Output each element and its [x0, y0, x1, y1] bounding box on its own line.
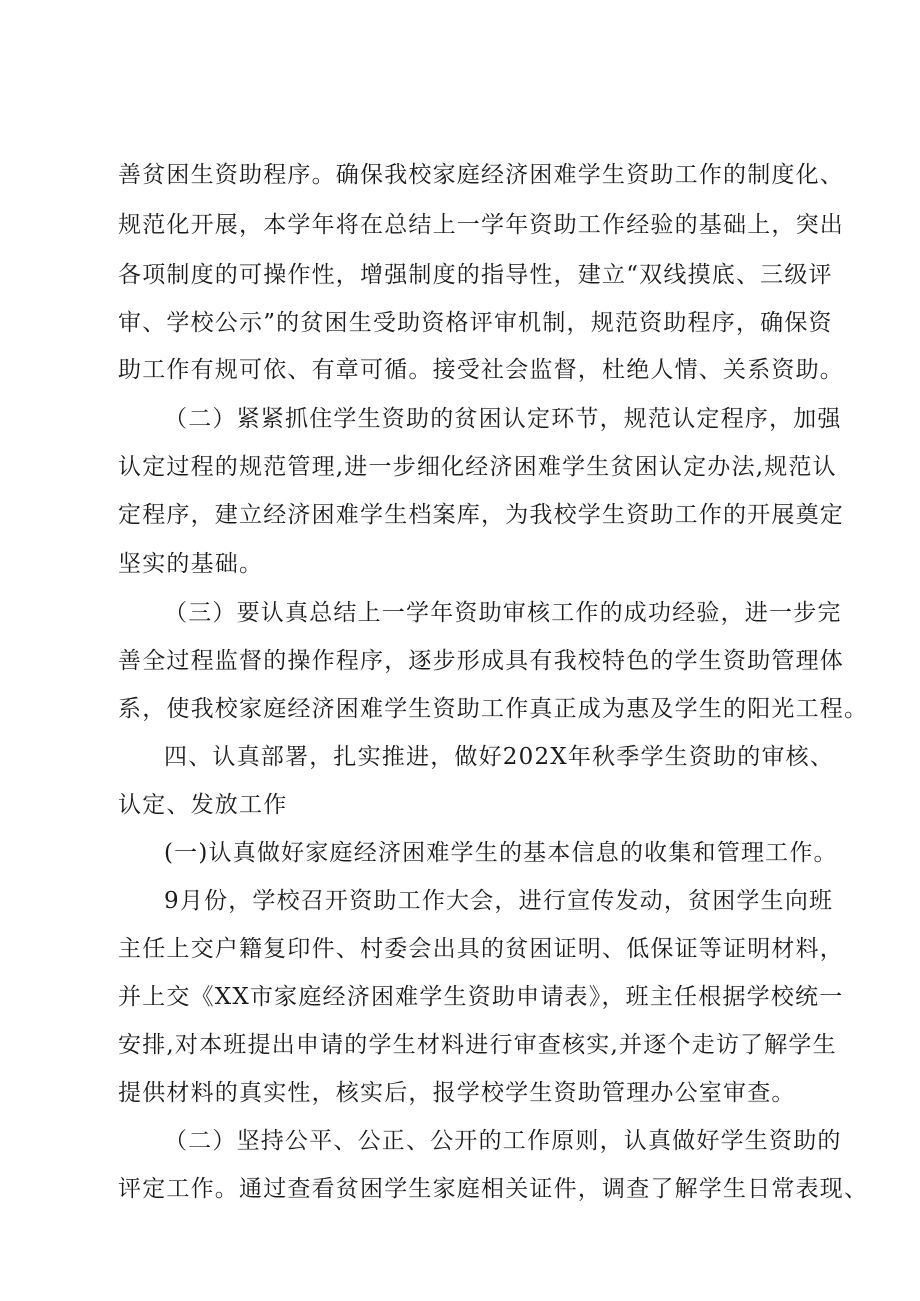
section-heading-line: 四、认真部署，扎实推进，做好202X年秋季学生资助的审核、	[164, 744, 835, 770]
text-line: 善全过程监督的操作程序，逐步形成具有我校特色的学生资助管理体	[118, 648, 844, 674]
text-line: 并上交《XX市家庭经济困难学生资助申请表》，班主任根据学校统一	[118, 984, 844, 1010]
text-line: 善贫困生资助程序。确保我校家庭经济困难学生资助工作的制度化、	[118, 162, 844, 188]
text-line: 主任上交户籍复印件、村委会出具的贫困证明、低保证等证明材料，	[118, 936, 844, 962]
text-line: 提供材料的真实性，核实后，报学校学生资助管理办公室审查。	[118, 1080, 796, 1106]
paragraph-start-line: 9月份，学校召开资助工作大会，进行宣传发动，贫困学生向班	[164, 888, 834, 914]
text-line: 助工作有规可依、有章可循。接受社会监督，杜绝人情、关系资助。	[118, 357, 844, 383]
section-heading-line: 认定、发放工作	[118, 792, 288, 818]
paragraph-start-line: （二）紧紧抓住学生资助的贫困认定环节，规范认定程序，加强	[164, 406, 842, 432]
text-line: 系，使我校家庭经济困难学生资助工作真正成为惠及学生的阳光工程。	[118, 696, 869, 722]
text-line: 坚实的基础。	[118, 551, 264, 577]
text-line: 规范化开展，本学年将在总结上一学年资助工作经验的基础上，突出	[118, 212, 844, 238]
paragraph-start-line: （二）坚持公平、公正、公开的工作原则，认真做好学生资助的	[164, 1128, 842, 1154]
text-line: 认定过程的规范管理,进一步细化经济困难学生贫困认定办法,规范认	[118, 454, 837, 480]
paragraph-start-line: (一)认真做好家庭经济困难学生的基本信息的收集和管理工作。	[164, 840, 838, 866]
text-line: 定程序，建立经济困难学生档案库，为我校学生资助工作的开展奠定	[118, 502, 844, 528]
text-line: 审、学校公示”的贫困生受助资格评审机制，规范资助程序，确保资	[118, 310, 833, 336]
paragraph-start-line: （三）要认真总结上一学年资助审核工作的成功经验，进一步完	[164, 600, 842, 626]
text-line: 各项制度的可操作性，增强制度的指导性，建立“双线摸底、三级评	[118, 262, 833, 288]
text-line: 安排,对本班提出申请的学生材料进行审查核实,并逐个走访了解学生	[118, 1032, 837, 1058]
text-line: 评定工作。通过查看贫困学生家庭相关证件，调查了解学生日常表现、	[118, 1176, 869, 1202]
